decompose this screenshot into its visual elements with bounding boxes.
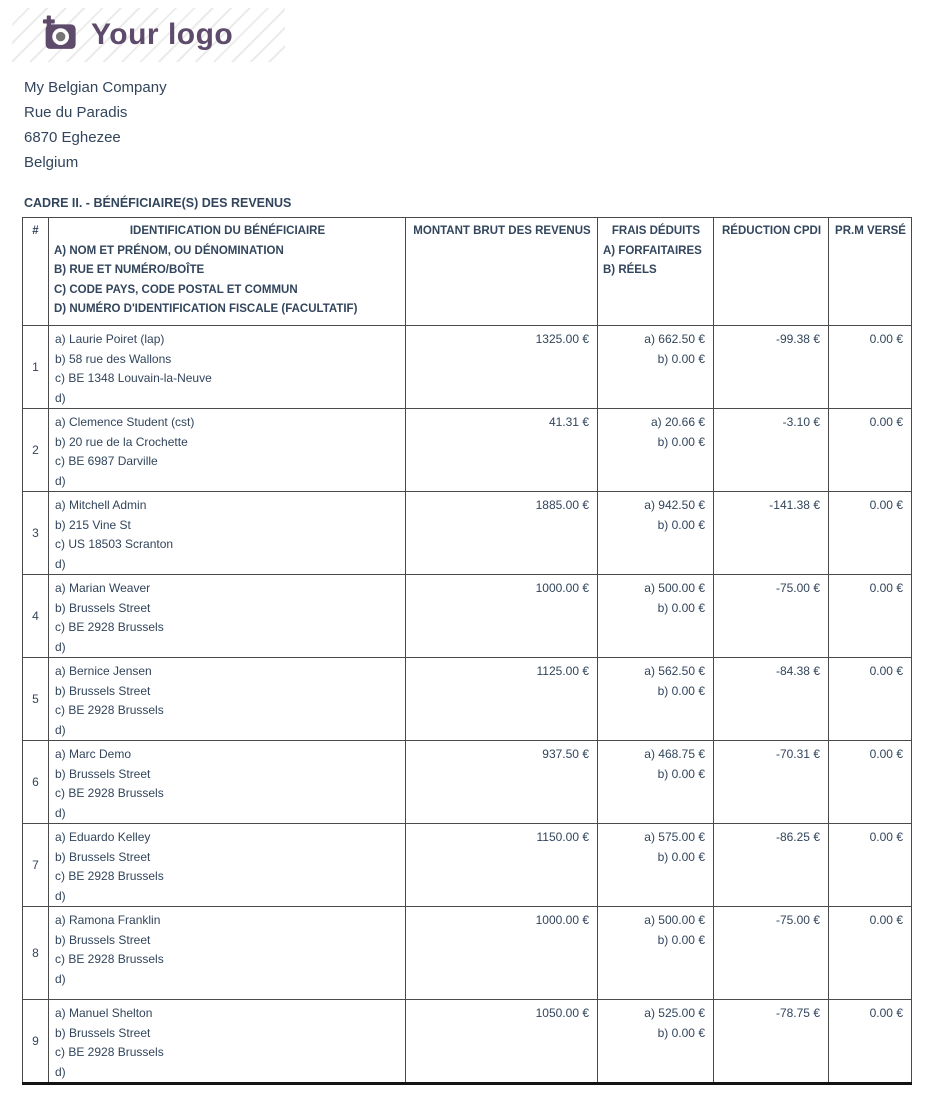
identification-line-a: a) Bernice Jensen — [55, 664, 152, 678]
frais-forfaitaires-value: a) 575.00 € — [644, 830, 705, 844]
table-row — [23, 1000, 912, 1084]
frais-forfaitaires-value: a) 525.00 € — [644, 1006, 705, 1020]
frais-deduits-values — [598, 741, 714, 824]
beneficiary-identification — [49, 824, 406, 907]
reduction-cpdi-value: -75.00 € — [714, 575, 829, 658]
identification-line-a: a) Mitchell Admin — [55, 498, 147, 512]
prm-verse-value: 0.00 € — [829, 409, 912, 492]
beneficiary-identification — [49, 1000, 406, 1084]
identification-line-b: b) Brussels Street — [55, 600, 151, 615]
identification-line-c: c) BE 2928 Brussels — [55, 952, 164, 966]
frais-deduits-values — [598, 658, 714, 741]
table-row — [23, 741, 912, 824]
identification-line-c: c) BE 2928 Brussels — [55, 620, 164, 634]
identification-line-d: d) — [55, 805, 66, 820]
frais-deduits-values — [598, 575, 714, 658]
beneficiary-identification — [49, 409, 406, 492]
row-number: 1 — [23, 326, 49, 409]
identification-line-b: b) Brussels Street — [55, 766, 151, 781]
montant-brut-value: 1885.00 € — [406, 492, 598, 575]
frais-forfaitaires-value: a) 562.50 € — [644, 664, 705, 678]
reduction-cpdi-value: -70.31 € — [714, 741, 829, 824]
header-prm-verse — [829, 218, 912, 326]
identification-line-c: c) BE 2928 Brussels — [55, 703, 164, 717]
frais-forfaitaires-value: a) 20.66 € — [650, 415, 705, 429]
frais-deduits-values — [598, 1000, 714, 1084]
identification-line-c: c) BE 2928 Brussels — [55, 869, 164, 883]
row-number: 3 — [23, 492, 49, 575]
identification-line-a: a) Marian Weaver — [55, 581, 151, 595]
montant-brut-value: 937.50 € — [406, 741, 598, 824]
identification-line-b: b) 20 rue de la Crochette — [55, 434, 188, 449]
beneficiary-identification — [49, 658, 406, 741]
section-title: CADRE II. - BÉNÉFICIAIRE(S) DES REVENUS — [24, 196, 292, 210]
identification-line-c: c) US 18503 Scranton — [55, 537, 174, 551]
identification-line-c: c) BE 2928 Brussels — [55, 1045, 164, 1059]
frais-deduits-values — [598, 907, 714, 1000]
table-row — [23, 492, 912, 575]
identification-line-c: c) BE 2928 Brussels — [55, 786, 164, 800]
montant-brut-value: 1000.00 € — [406, 907, 598, 1000]
frais-reels-value: b) 0.00 € — [657, 600, 705, 615]
company-address-block — [24, 75, 933, 175]
prm-verse-value: 0.00 € — [829, 575, 912, 658]
beneficiary-identification — [49, 492, 406, 575]
beneficiary-identification — [49, 326, 406, 409]
row-number: 5 — [23, 658, 49, 741]
prm-verse-value: 0.00 € — [829, 824, 912, 907]
header-frais-line-a: A) FORFAITAIRES — [603, 244, 702, 257]
frais-forfaitaires-value: a) 500.00 € — [644, 581, 705, 595]
row-number: 2 — [23, 409, 49, 492]
header-montant-label: MONTANT BRUT DES REVENUS — [413, 225, 591, 237]
frais-deduits-values — [598, 409, 714, 492]
beneficiary-identification — [49, 575, 406, 658]
header-reduction-label: RÉDUCTION CPDI — [721, 225, 822, 237]
identification-line-d: d) — [55, 722, 66, 737]
frais-reels-value: b) 0.00 € — [657, 849, 705, 864]
identification-line-a: a) Laurie Poiret (lap) — [55, 332, 165, 346]
company-city: 6870 Eghezee — [24, 129, 121, 146]
frais-reels-value: b) 0.00 € — [657, 683, 705, 698]
header-frais-line-b: B) RÉELS — [603, 264, 657, 276]
identification-line-b: b) Brussels Street — [55, 932, 151, 947]
logo-placeholder — [12, 8, 285, 62]
reduction-cpdi-value: -84.38 € — [714, 658, 829, 741]
frais-reels-value: b) 0.00 € — [657, 766, 705, 781]
identification-line-c: c) BE 6987 Darville — [55, 454, 158, 468]
montant-brut-value: 1125.00 € — [406, 658, 598, 741]
header-identification-line-d: D) NUMÉRO D'IDENTIFICATION FISCALE (FACULTATIF) — [54, 303, 358, 315]
reduction-cpdi-value: -86.25 € — [714, 824, 829, 907]
identification-line-a: a) Eduardo Kelley — [55, 830, 151, 844]
prm-verse-value: 0.00 € — [829, 907, 912, 1000]
reduction-cpdi-value: -78.75 € — [714, 1000, 829, 1084]
header-identification — [49, 218, 406, 326]
row-number: 6 — [23, 741, 49, 824]
logo-text: Your logo — [91, 18, 234, 51]
reduction-cpdi-value: -99.38 € — [714, 326, 829, 409]
frais-forfaitaires-value: a) 500.00 € — [644, 913, 705, 927]
row-number: 4 — [23, 575, 49, 658]
camera-plus-icon — [42, 14, 82, 57]
frais-forfaitaires-value: a) 662.50 € — [644, 332, 705, 346]
identification-line-c: c) BE 1348 Louvain-la-Neuve — [55, 371, 212, 385]
prm-verse-value: 0.00 € — [829, 492, 912, 575]
beneficiary-identification — [49, 907, 406, 1000]
table-row — [23, 658, 912, 741]
frais-deduits-values — [598, 492, 714, 575]
identification-line-a: a) Ramona Franklin — [55, 913, 161, 927]
frais-reels-value: b) 0.00 € — [657, 1025, 705, 1040]
header-frais-title: FRAIS DÉDUITS — [611, 225, 701, 237]
beneficiaries-table — [22, 217, 912, 1085]
montant-brut-value: 1150.00 € — [406, 824, 598, 907]
identification-line-d: d) — [55, 971, 66, 986]
frais-reels-value: b) 0.00 € — [657, 351, 705, 366]
table-header-row — [23, 218, 912, 326]
frais-reels-value: b) 0.00 € — [657, 434, 705, 449]
frais-deduits-values — [598, 326, 714, 409]
identification-line-d: d) — [55, 473, 66, 488]
montant-brut-value: 1050.00 € — [406, 1000, 598, 1084]
prm-verse-value: 0.00 € — [829, 1000, 912, 1084]
reduction-cpdi-value: -75.00 € — [714, 907, 829, 1000]
header-identification-title: IDENTIFICATION DU BÉNÉFICIAIRE — [129, 225, 326, 237]
identification-line-d: d) — [55, 1064, 66, 1079]
identification-line-a: a) Clemence Student (cst) — [55, 415, 195, 429]
identification-line-d: d) — [55, 888, 66, 903]
table-row — [23, 575, 912, 658]
beneficiary-identification — [49, 741, 406, 824]
frais-forfaitaires-value: a) 942.50 € — [644, 498, 705, 512]
header-reduction-cpdi — [714, 218, 829, 326]
company-name: My Belgian Company — [24, 79, 167, 96]
table-row — [23, 326, 912, 409]
montant-brut-value: 1000.00 € — [406, 575, 598, 658]
frais-reels-value: b) 0.00 € — [657, 932, 705, 947]
table-row — [23, 409, 912, 492]
row-number: 9 — [23, 1000, 49, 1084]
frais-reels-value: b) 0.00 € — [657, 517, 705, 532]
table-row — [23, 824, 912, 907]
montant-brut-value: 41.31 € — [406, 409, 598, 492]
identification-line-a: a) Marc Demo — [55, 747, 132, 761]
prm-verse-value: 0.00 € — [829, 326, 912, 409]
header-identification-line-c: C) CODE PAYS, CODE POSTAL ET COMMUN — [54, 283, 298, 296]
header-num: # — [23, 218, 49, 326]
row-number: 7 — [23, 824, 49, 907]
header-frais — [598, 218, 714, 326]
montant-brut-value: 1325.00 € — [406, 326, 598, 409]
identification-line-b: b) Brussels Street — [55, 1025, 151, 1040]
frais-deduits-values — [598, 824, 714, 907]
prm-verse-value: 0.00 € — [829, 741, 912, 824]
table-body — [23, 326, 912, 1084]
header-identification-line-a: A) NOM ET PRÉNOM, OU DÉNOMINATION — [54, 244, 284, 257]
identification-line-d: d) — [55, 390, 66, 405]
frais-forfaitaires-value: a) 468.75 € — [644, 747, 705, 761]
identification-line-b: b) Brussels Street — [55, 683, 151, 698]
reduction-cpdi-value: -3.10 € — [714, 409, 829, 492]
identification-line-b: b) 215 Vine St — [55, 517, 131, 532]
header-montant — [406, 218, 598, 326]
header-identification-line-b: B) RUE ET NUMÉRO/BOÎTE — [54, 264, 205, 276]
identification-line-b: b) 58 rue des Wallons — [55, 351, 172, 366]
company-country: Belgium — [24, 154, 79, 171]
identification-line-d: d) — [55, 556, 66, 571]
identification-line-b: b) Brussels Street — [55, 849, 151, 864]
company-street: Rue du Paradis — [24, 104, 128, 121]
identification-line-d: d) — [55, 639, 66, 654]
identification-line-a: a) Manuel Shelton — [55, 1006, 153, 1020]
row-number: 8 — [23, 907, 49, 1000]
prm-verse-value: 0.00 € — [829, 658, 912, 741]
header-prm-label: PR.M VERSÉ — [835, 225, 906, 237]
reduction-cpdi-value: -141.38 € — [714, 492, 829, 575]
table-row — [23, 907, 912, 1000]
